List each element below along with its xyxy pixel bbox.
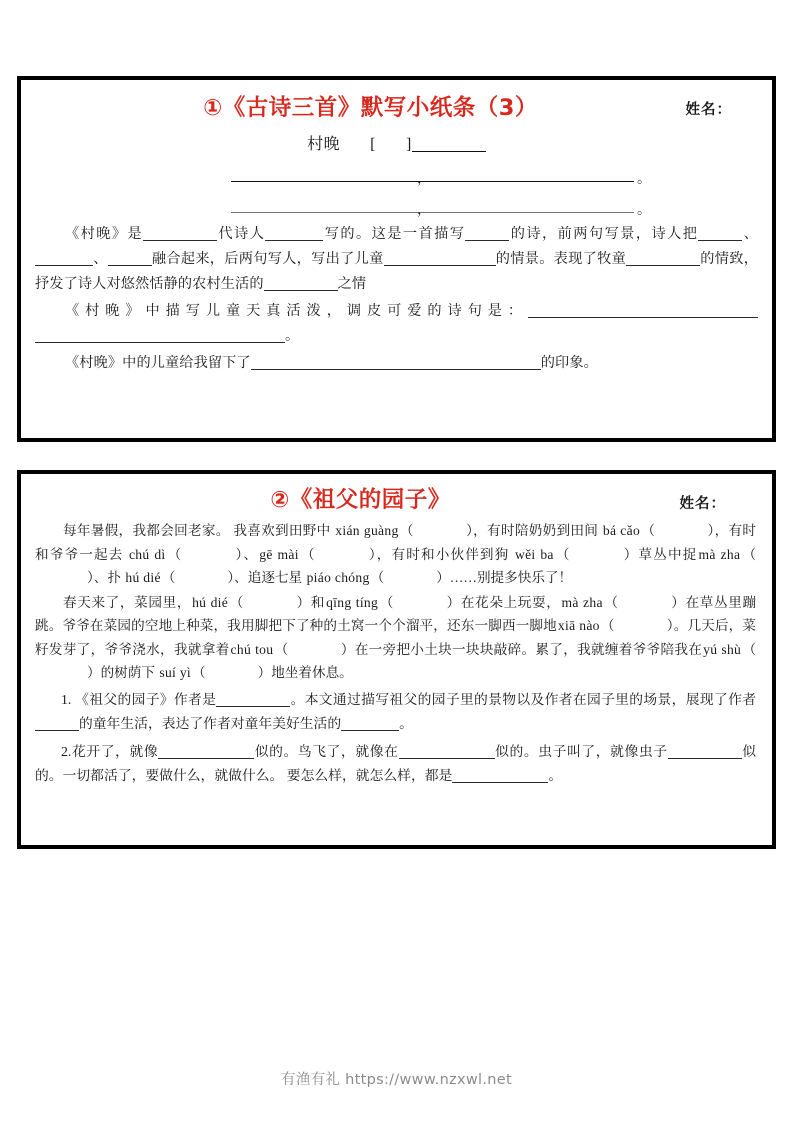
pinyin-answer-blank-5[interactable]: [571, 543, 623, 567]
poem-title-row: [35, 132, 758, 158]
q1-seg5: 、: [742, 226, 758, 242]
pinyin-answer-blank-5[interactable]: [289, 638, 341, 662]
q22-seg1: 花开了，就像: [71, 743, 159, 759]
worksheet-card-1: [17, 76, 776, 442]
poem-bracket-open: [: [370, 136, 376, 153]
pinyin-answer-blank-3[interactable]: [182, 543, 234, 567]
card-2-header: [35, 485, 756, 519]
name-field-label-1: 姓名：: [685, 102, 732, 118]
q1-seg9: 的情致，抒发了诗人对悠然恬静的农村生活的: [35, 251, 758, 292]
q22-blank-1[interactable]: [158, 743, 254, 759]
recite-comma-2: ，: [417, 203, 431, 218]
recite-rule-1[interactable]: [231, 181, 634, 182]
pinyin-answer-blank-4[interactable]: [316, 543, 368, 567]
card-2-title: ②《祖父的园子》: [270, 487, 451, 513]
passage-text: （: [554, 546, 571, 562]
q22-label: 2.: [61, 743, 72, 759]
q2-seg1: 《村晚》中描写儿童天真活泼，调皮可爱的诗句是：: [65, 303, 528, 319]
pinyin-answer-blank-4[interactable]: [615, 614, 667, 638]
card-1-title: ①《古诗三首》默写小纸条（3）: [203, 95, 538, 121]
card-1-content: [21, 80, 772, 382]
q22-seg3: 似的。虫子叫了，就像虫子: [494, 743, 668, 759]
pinyin-answer-blank-7[interactable]: [206, 661, 258, 685]
pinyin-token: xián guàng: [335, 523, 399, 538]
question-1-3: [35, 351, 758, 376]
q1-blank-3[interactable]: [465, 225, 509, 241]
passage-text: ）在草丛里蹦跳。爷爷在菜园的空地上种菜，我用脚把下了种的土窝一个个溜平，还东一脚西一脚地: [35, 594, 757, 633]
passage-text: （: [641, 523, 656, 538]
q1-seg2: 代诗人: [217, 226, 266, 242]
pinyin-answer-blank-6[interactable]: [35, 566, 87, 590]
worksheet-card-2: [17, 470, 776, 849]
q1-blank-7[interactable]: [384, 250, 496, 266]
q21-blank-1[interactable]: [216, 691, 290, 707]
pinyin-token: yú shù: [703, 641, 742, 657]
passage-text: （: [370, 570, 385, 585]
passage-text: ）、: [234, 546, 259, 562]
recite-line-1[interactable]: [35, 162, 758, 189]
passage-text: ）、追逐七星: [227, 570, 306, 585]
q3-seg2: 的印象。: [540, 355, 598, 371]
recite-period-2: 。: [637, 203, 651, 218]
q1-blank-1[interactable]: [143, 225, 217, 241]
q1-blank-5[interactable]: [35, 250, 93, 266]
passage-text: （: [274, 641, 289, 657]
passage-text: ），有时和小伙伴到狗: [367, 546, 514, 562]
q22-blank-3[interactable]: [668, 743, 742, 759]
q1-blank-4[interactable]: [698, 225, 742, 241]
q21-blank-2[interactable]: [35, 715, 79, 731]
q22-blank-4[interactable]: [452, 767, 548, 783]
pinyin-answer-blank-1[interactable]: [414, 519, 466, 543]
passage-text: （: [229, 594, 244, 610]
recite-period-1: 。: [637, 172, 651, 187]
recite-comma-1: ，: [417, 172, 431, 187]
q21-blank-3[interactable]: [341, 715, 399, 731]
q1-seg8: 的情景。表现了牧童: [495, 251, 627, 267]
passage-text: （: [299, 546, 316, 562]
q1-seg6: 、: [93, 251, 108, 267]
passage-text: ），有时和爷爷一起去: [35, 523, 756, 562]
pinyin-token: qīng tíng: [326, 594, 379, 610]
q2-blank-1[interactable]: [528, 302, 758, 318]
passage-text: （: [379, 594, 395, 610]
q3-blank-1[interactable]: [251, 354, 541, 370]
q1-blank-6[interactable]: [108, 250, 152, 266]
passage-text: （: [603, 594, 619, 610]
q1-blank-2[interactable]: [265, 225, 323, 241]
poem-author-blank[interactable]: [412, 151, 486, 152]
passage-text: ）草丛中捉: [622, 546, 698, 562]
question-2-2: [35, 740, 756, 789]
recite-line-2[interactable]: [35, 193, 758, 220]
pinyin-token: xiā nào: [557, 618, 600, 633]
passage-text: （: [741, 546, 757, 562]
q21-seg4: 。: [399, 716, 413, 731]
pinyin-answer-blank-8[interactable]: [384, 566, 436, 590]
passage-text: 春天来了，菜园里，: [63, 594, 192, 610]
passage-text: （: [399, 523, 414, 538]
passage-text: ），有时陪奶奶到田间: [465, 523, 602, 538]
passage-text: 每年暑假，我都会回老家。 我喜欢到田野中: [63, 523, 335, 538]
passage-text: ）、扑: [87, 570, 125, 585]
name-field-label-2: 姓名：: [679, 496, 726, 512]
passage-text: （: [742, 641, 757, 657]
card-1-header: [35, 93, 758, 127]
recite-rule-2[interactable]: [231, 212, 634, 213]
pinyin-answer-blank-6[interactable]: [35, 661, 87, 685]
q22-seg5: 。: [548, 768, 563, 783]
pinyin-token: gē mài: [259, 546, 299, 562]
pinyin-token: piáo chóng: [306, 570, 370, 585]
q3-seg1: 《村晚》中的儿童给我留下了: [65, 355, 251, 371]
q1-seg10: 之情: [337, 276, 367, 292]
pinyin-answer-blank-3[interactable]: [619, 591, 671, 615]
passage-text: ）和: [295, 594, 326, 610]
pinyin-answer-blank-1[interactable]: [244, 591, 296, 615]
q1-seg4: 的诗，前两句写景，诗人把: [509, 226, 699, 242]
q1-blank-8[interactable]: [626, 250, 700, 266]
passage-text: ）在花朵上玩耍，: [446, 594, 561, 610]
passage-text: ）在一旁把小土块一块块敲碎。累了，我就缠着爷爷陪我在: [340, 641, 703, 657]
pinyin-token: wěi ba: [514, 546, 554, 562]
q1-seg3: 写的。这是一首描写: [323, 226, 466, 242]
q22-seg4: 似的。一切都活了，要做什么，就做什么。 要怎么样，就怎么样，都是: [35, 743, 757, 783]
pinyin-token: hú dié: [192, 594, 229, 610]
passage-text: （: [600, 618, 615, 633]
pinyin-answer-blank-2[interactable]: [394, 591, 446, 615]
pinyin-answer-blank-2[interactable]: [655, 519, 707, 543]
q21-seg1: 《祖父的园子》作者是: [75, 691, 217, 707]
pinyin-token: suí yì: [159, 665, 192, 680]
passage-text: ）……别提多快乐了！: [436, 570, 573, 585]
passage-text: ）地坐着休息。: [257, 665, 353, 680]
question-1-1: [35, 222, 758, 297]
q1-blank-9[interactable]: [264, 275, 338, 291]
passage-text: （: [161, 570, 176, 585]
passage-text: ）的树荫下: [87, 665, 159, 680]
passage-text: （: [192, 665, 206, 680]
pinyin-token: chú tou: [230, 641, 274, 657]
q22-blank-2[interactable]: [399, 743, 495, 759]
poem-bracket-close: ]: [406, 136, 412, 153]
pinyin-token: mà zha: [698, 546, 741, 562]
question-2-1: [35, 688, 756, 737]
q22-seg2: 似的。鸟飞了，就像在: [254, 743, 399, 759]
question-1-2: [35, 299, 758, 349]
pinyin-token: bá cǎo: [602, 523, 641, 538]
q21-seg2: 。本文通过描写祖父的园子里的景物以及作者在园子里的场景，展现了作者: [290, 691, 757, 707]
pinyin-token: hú dié: [125, 570, 161, 585]
poem-title: 村晚: [307, 136, 341, 153]
q2-blank-2[interactable]: [35, 327, 285, 343]
passage-paragraph-2: [35, 591, 756, 685]
card-2-content: [21, 474, 772, 795]
q21-label: 1.: [61, 691, 72, 707]
q21-seg3: 的童年生活，表达了作者对童年美好生活的: [79, 716, 342, 731]
passage-text: ）。几天后，菜籽发芽了，爷爷浇水，我就拿着: [35, 618, 756, 657]
passage-text: （: [166, 546, 183, 562]
passage-paragraph-1: [35, 519, 756, 590]
q1-seg1: 《村晚》是: [65, 226, 144, 242]
q2-seg2: 。: [285, 328, 300, 344]
footer-watermark: 有渔有礼 https://www.nzxwl.net: [281, 1072, 512, 1088]
pinyin-token: chú dì: [128, 546, 166, 562]
pinyin-answer-blank-7[interactable]: [175, 566, 227, 590]
q1-seg7: 融合起来，后两句写人，写出了儿童: [151, 251, 384, 267]
pinyin-token: mà zha: [561, 594, 603, 610]
